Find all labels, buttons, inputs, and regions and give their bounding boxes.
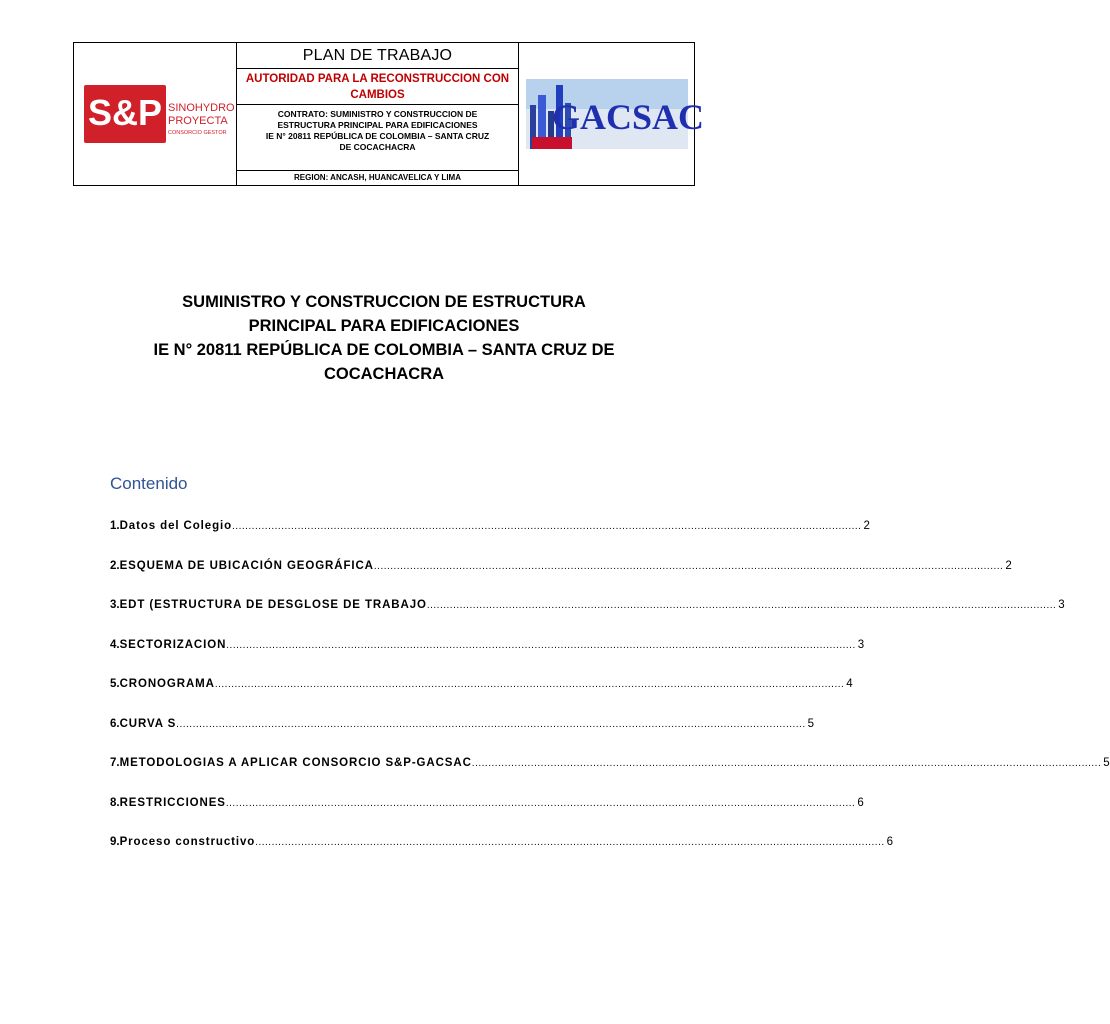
- toc-item-9[interactable]: [110, 836, 894, 876]
- toc-number: 3.: [110, 599, 120, 611]
- toc-item-7[interactable]: [110, 757, 1110, 797]
- toc-label: EDT (ESTRUCTURA DE DESGLOSE DE TRABAJO: [119, 599, 427, 611]
- toc-page: 5: [1103, 757, 1110, 769]
- document-title-line: IE N° 20811 REPÚBLICA DE COLOMBIA – SANTA CRUZ DE: [153, 341, 615, 359]
- toc-page: 2: [863, 520, 870, 532]
- contract-line: CONTRATO: SUMINISTRO Y CONSTRUCCION DE: [277, 109, 478, 119]
- svg-text:CONSORCIO GESTOR: CONSORCIO GESTOR: [168, 130, 227, 136]
- toc-leader: [255, 837, 884, 848]
- toc-number: 4.: [110, 638, 120, 651]
- toc-number: 5.: [110, 678, 120, 690]
- toc-leader: [226, 640, 855, 651]
- toc-leader: [374, 561, 1003, 572]
- sp-logo-graphic: [84, 79, 235, 149]
- toc-heading: Contenido: [110, 474, 188, 493]
- toc-number: 1.: [110, 520, 120, 532]
- toc-page: 6: [857, 796, 864, 809]
- toc-leader: [176, 719, 805, 730]
- header-center: [237, 43, 519, 185]
- authority-text: AUTORIDAD PARA LA RECONSTRUCCION CON CAMBIOS: [237, 69, 518, 105]
- toc-label: ESQUEMA DE UBICACIÓN GEOGRÁFICA: [119, 559, 374, 572]
- toc-leader: [215, 679, 844, 690]
- toc-leader: [232, 521, 861, 532]
- toc-number: 6.: [110, 717, 120, 730]
- toc-label: RESTRICCIONES: [119, 796, 226, 809]
- contract-line: ESTRUCTURA PRINCIPAL PARA EDIFICACIONES: [277, 120, 478, 130]
- toc-number: 8.: [110, 796, 120, 809]
- header-table: [73, 42, 704, 186]
- toc-number: 7.: [110, 757, 120, 769]
- svg-text:GACSAC: GACSAC: [551, 97, 704, 137]
- document-title-line: SUMINISTRO Y CONSTRUCCION DE ESTRUCTURA: [182, 293, 586, 311]
- toc-item-1[interactable]: [110, 520, 870, 560]
- gacsac-logo: [519, 43, 704, 185]
- sp-logo: [74, 43, 237, 185]
- svg-text:PROYECTA: PROYECTA: [168, 115, 228, 127]
- gacsac-logo-graphic: [526, 75, 704, 153]
- contract-line: DE COCACHACRA: [339, 142, 416, 152]
- toc-page: 5: [807, 717, 815, 730]
- toc-label: METODOLOGIAS A APLICAR CONSORCIO S&P-GACSAC: [119, 757, 472, 769]
- toc-leader: [226, 798, 855, 809]
- toc-item-4[interactable]: [110, 638, 865, 679]
- toc-label: CRONOGRAMA: [119, 678, 215, 690]
- document-title-line: PRINCIPAL PARA EDIFICACIONES: [248, 317, 520, 335]
- toc-page: 6: [886, 836, 894, 848]
- toc-page: 3: [857, 638, 865, 651]
- toc-label: Proceso constructivo: [119, 836, 256, 848]
- toc-label: CURVA S: [119, 717, 177, 730]
- contract-line: IE N° 20811 REPÚBLICA DE COLOMBIA – SANTA CRUZ: [265, 131, 490, 141]
- toc-label: Datos del Colegio: [119, 520, 233, 532]
- toc-number: 2.: [110, 559, 120, 572]
- region-text: REGION: ANCASH, HUANCAVELICA Y LIMA: [294, 173, 461, 182]
- document-title: [100, 290, 668, 386]
- toc-label: SECTORIZACION: [119, 638, 227, 651]
- toc-page: 4: [846, 678, 853, 690]
- table-of-contents: [110, 520, 1110, 876]
- toc-item-8[interactable]: [110, 796, 864, 837]
- toc-leader: [472, 758, 1101, 769]
- toc-item-3[interactable]: [110, 599, 1065, 639]
- toc-item-6[interactable]: [110, 717, 815, 758]
- toc-number: 9.: [110, 836, 120, 848]
- toc-item-5[interactable]: [110, 678, 853, 718]
- plan-title: PLAN DE TRABAJO: [237, 43, 518, 69]
- svg-text:SINOHYDRO: SINOHYDRO: [168, 102, 235, 114]
- toc-page: 2: [1005, 559, 1012, 572]
- document-title-line: COCACHACRA: [323, 365, 445, 383]
- svg-text:S&P: S&P: [87, 92, 163, 133]
- contract-text: [237, 105, 518, 171]
- toc-item-2[interactable]: [110, 559, 1012, 600]
- toc-page: 3: [1058, 599, 1065, 611]
- toc-leader: [427, 600, 1056, 611]
